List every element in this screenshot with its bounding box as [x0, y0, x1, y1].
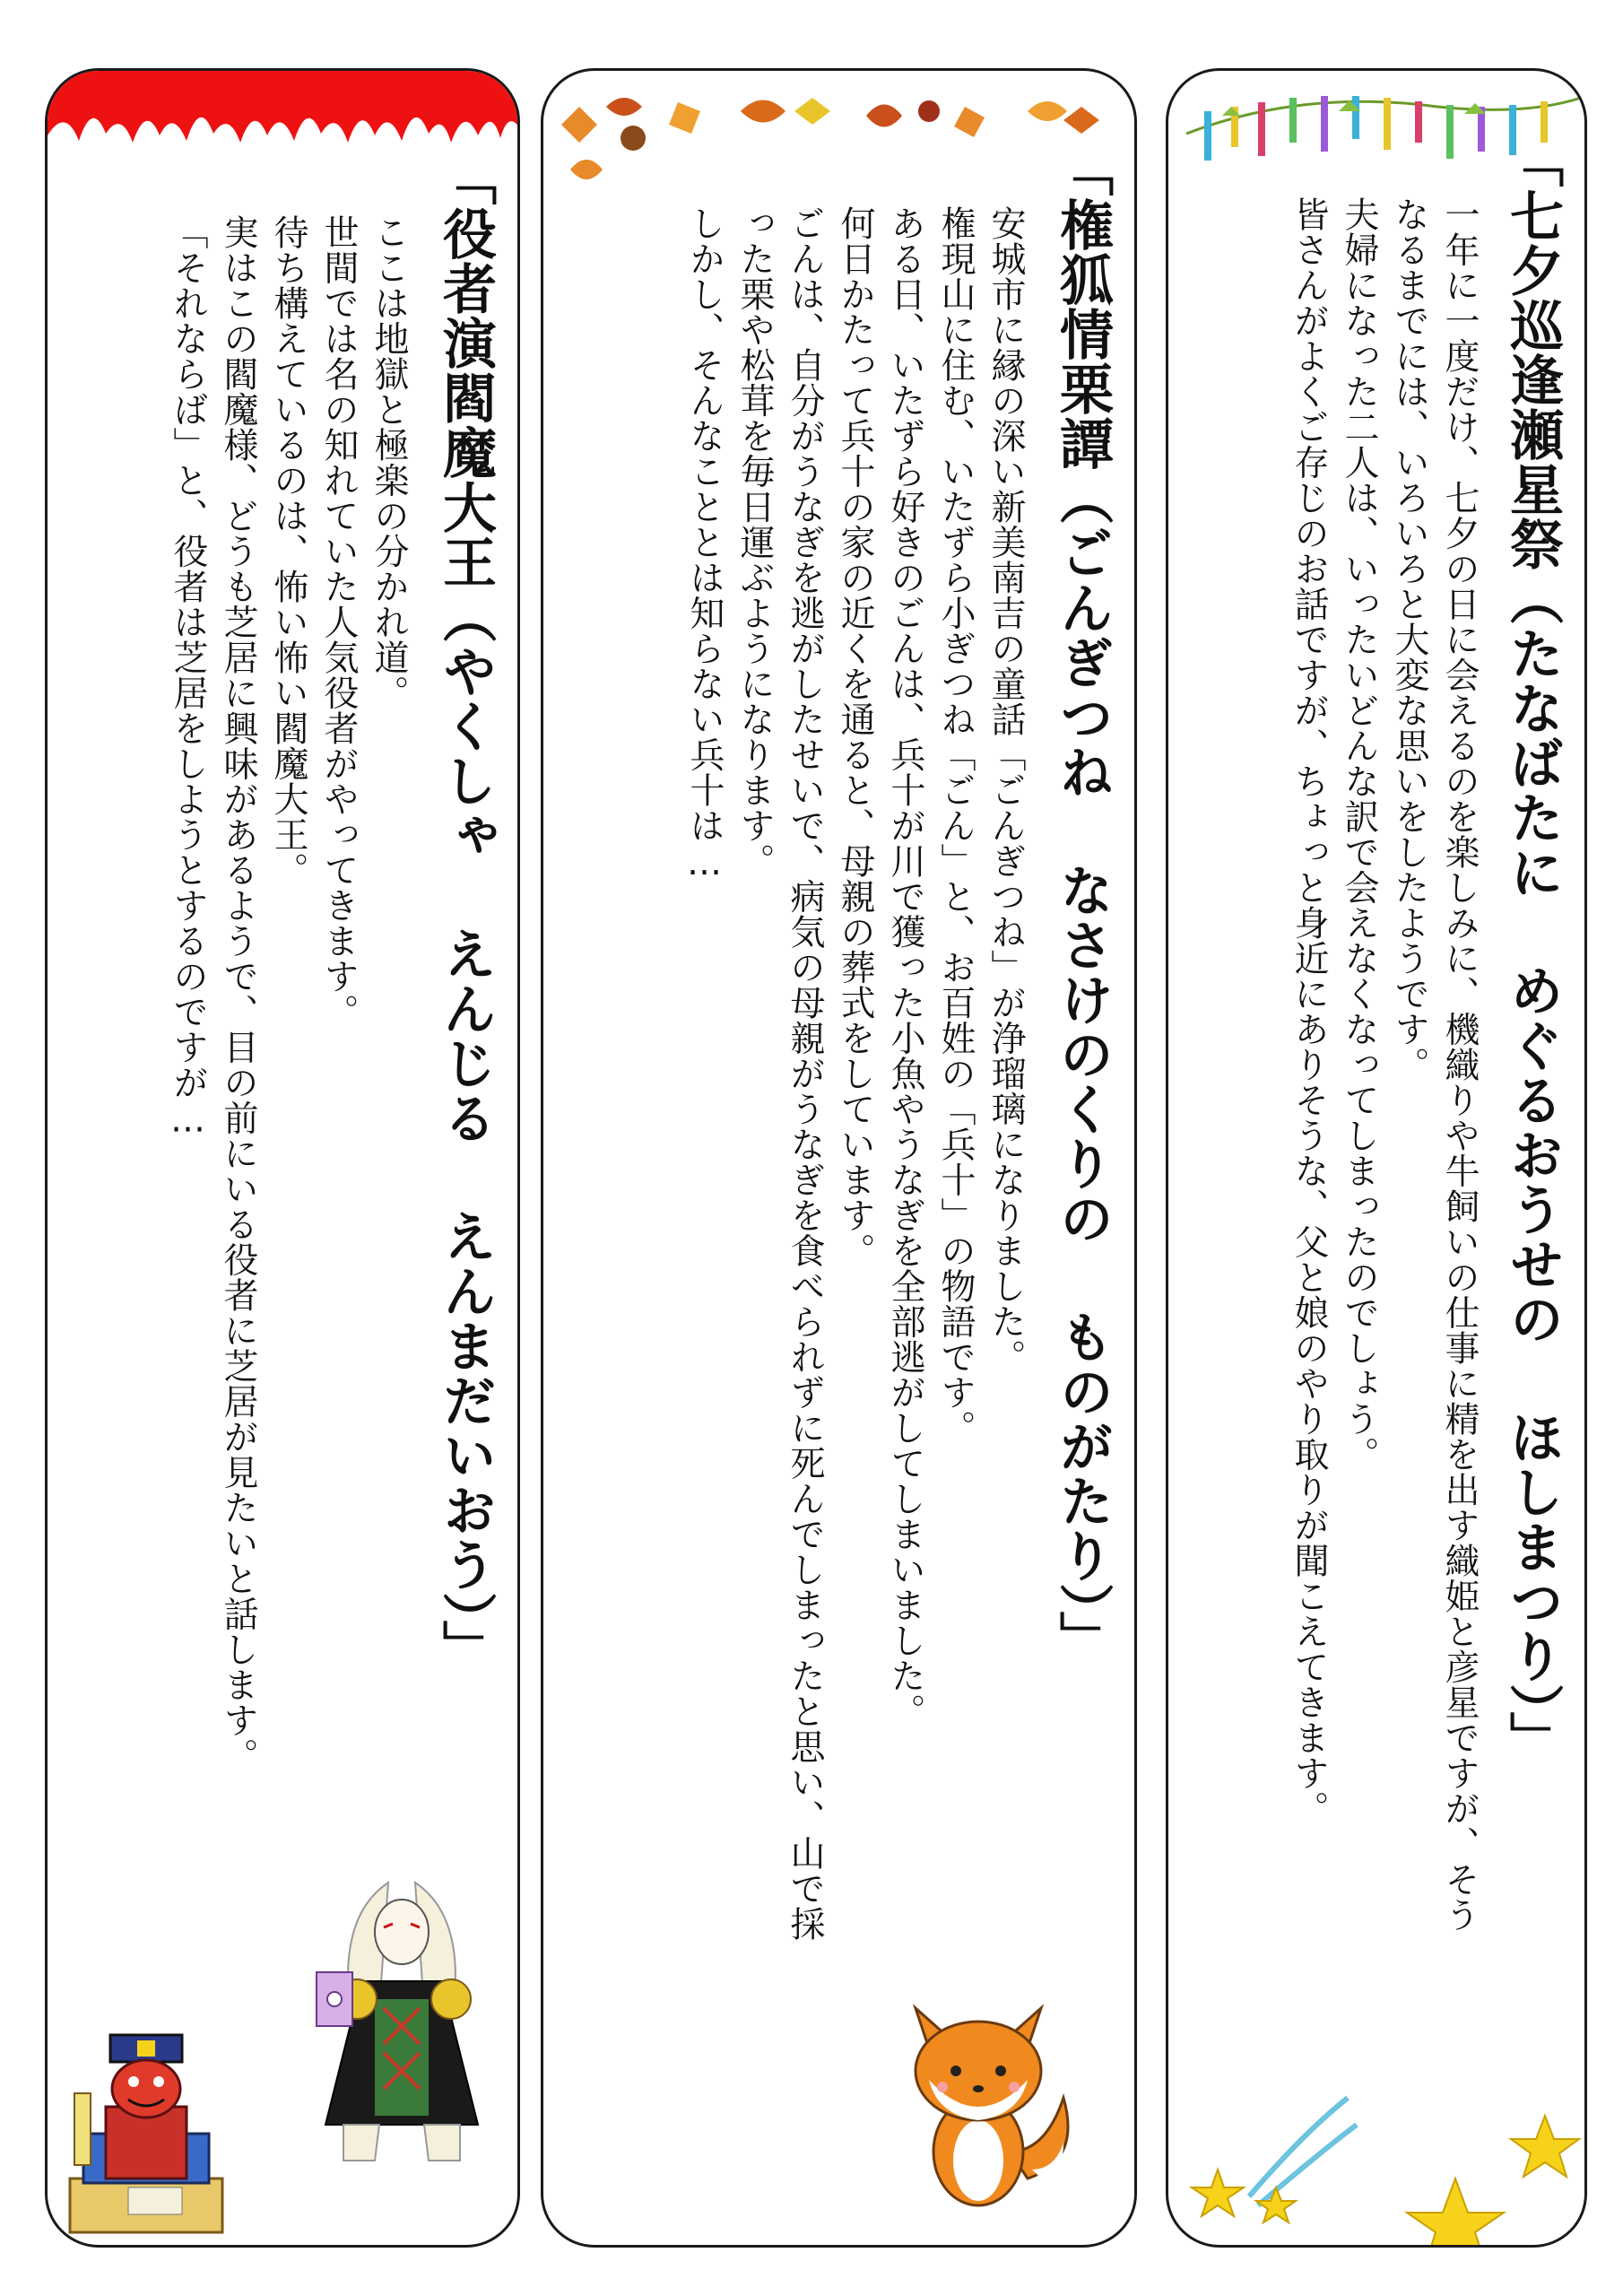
enma-king-icon	[56, 1999, 236, 2241]
text-line: 安城市に縁の深い新美南吉の童話「ごんぎつね」が浄瑠璃になりました。	[985, 205, 1026, 1375]
text-line: 権現山に住む、いたずら小ぎつね「ごん」と、お百姓の「兵十」の物語です。	[935, 205, 976, 1446]
text-line: 夫婦になった二人は、いったいどんな訳で会えなくなってしまったのでしょう。	[1339, 196, 1379, 1472]
text-line: 待ち構えているのは、怖い怖い閻魔大王。	[268, 214, 308, 888]
text-line: 皆さんがよくご存じのお話ですが、ちょっと身近にありそうな、父と娘のやり取りが聞こえてきます。	[1289, 196, 1329, 1826]
panel-enma	[45, 68, 520, 2248]
text-line: 何日かたって兵十の家の近くを通ると、母親の葬式をしています。	[835, 205, 875, 1268]
title-tanabata: 「七夕巡逢瀬星祭（たなばたに めぐるおうせの ほしまつり）」	[1501, 134, 1564, 1766]
kabuki-actor-icon	[308, 1865, 514, 2187]
shooting-stars-icon	[1168, 2044, 1587, 2248]
title-enma: 「役者演閻魔大王（やくしゃ えんじる えんまだいおう）」	[434, 152, 497, 1674]
panel-tanabata	[1166, 68, 1587, 2248]
text-line: しかし、そんなこととは知らない兵十は…	[684, 205, 725, 884]
text-line: ごんは、自分がうなぎを逃がしたせいで、病気の母親がうなぎを食べられずに死んでしまったと思い、山で採	[785, 205, 825, 1942]
text-line: った栗や松茸を毎日運ぶようになります。	[734, 205, 775, 879]
text-line: 実はこの閻魔様、どうも芝居に興味があるようで、目の前にいる役者に芝居が見たいと話します。	[218, 214, 258, 1773]
title-gongitsune: 「権狐情栗譚（ごんぎつね なさけのくりの ものがたり）」	[1051, 143, 1114, 1665]
panel-gongitsune	[541, 68, 1137, 2248]
text-line: 一年に一度だけ、七夕の日に会えるのを楽しみに、機織りや牛飼いの仕事に精を出す織姫と彦星ですが、そう	[1439, 196, 1480, 1933]
text-line: 世間では名の知れていた人気役者がやってきます。	[318, 214, 359, 1030]
text-line: ここは地獄と極楽の分かれ道。	[369, 214, 409, 710]
text-line: ある日、いたずら好きのごんは、兵十が川で獲った小魚やうなぎを全部逃がしてしまいました。	[885, 205, 925, 1729]
text-line: なるまでには、いろいろと大変な思いをしたようです。	[1389, 196, 1429, 1083]
text-line: 「それならば」と、役者は芝居をしようとするのですが…	[168, 214, 208, 1141]
fox-icon	[893, 1972, 1072, 2223]
